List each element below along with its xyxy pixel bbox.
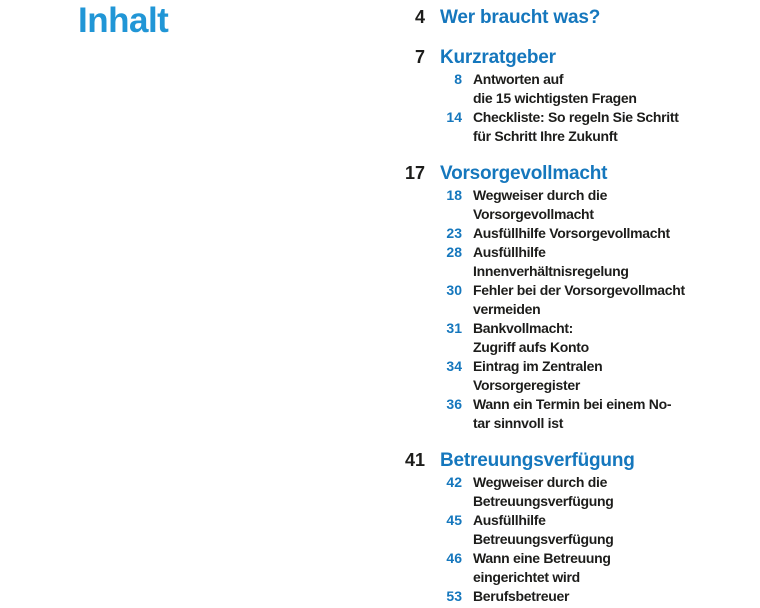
page-title: Inhalt — [78, 1, 169, 40]
toc-entry-page-number: 46 — [446, 550, 462, 566]
toc-section-header — [398, 161, 756, 186]
toc-section — [398, 161, 756, 433]
toc-entry-text: Wann eine Betreuung eingerichtet wird — [473, 550, 611, 585]
toc-section-title: Kurzratgeber — [440, 47, 556, 68]
toc-entry-page-number: 18 — [446, 187, 462, 203]
toc-entry — [398, 319, 756, 357]
toc-section — [398, 45, 756, 146]
table-of-contents — [398, 5, 756, 606]
toc-section — [398, 5, 756, 30]
toc-section-page-number: 7 — [414, 47, 425, 67]
toc-section-page-number: 4 — [414, 7, 425, 27]
toc-section-page-number: 41 — [404, 450, 425, 470]
toc-entry-text: Wann ein Termin bei einem No- tar sinnvoll ist — [473, 396, 672, 431]
toc-entry-text: Bankvollmacht: Zugriff aufs Konto — [473, 320, 589, 355]
toc-section-title: Betreuungsverfügung — [440, 450, 635, 471]
toc-entry-text: Checkliste: So regeln Sie Schritt für Schritt Ihre Zukunft — [473, 109, 679, 144]
toc-entry-page-number: 31 — [446, 320, 462, 336]
toc-entry-text: Wegweiser durch die Betreuungsverfügung — [473, 474, 614, 509]
toc-entry-text: Eintrag im Zentralen Vorsorgeregister — [473, 358, 603, 393]
toc-entry — [398, 186, 756, 224]
toc-entry-text: Ausfüllhilfe Vorsorgevollmacht — [473, 225, 670, 241]
toc-entry — [398, 281, 756, 319]
toc-section-header — [398, 45, 756, 70]
toc-entry-page-number: 45 — [446, 512, 462, 528]
toc-entry-text: Antworten auf die 15 wichtigsten Fragen — [473, 71, 637, 106]
toc-entry — [398, 224, 756, 243]
toc-entry-text: Fehler bei der Vorsorgevollmacht vermeiden — [473, 282, 685, 317]
toc-entry — [398, 511, 756, 549]
toc-entry-page-number: 23 — [446, 225, 462, 241]
toc-section-title: Vorsorgevollmacht — [440, 163, 608, 184]
toc-entry-page-number: 53 — [446, 588, 462, 604]
toc-entry — [398, 473, 756, 511]
toc-entry-text: Ausfüllhilfe Betreuungsverfügung — [473, 512, 614, 547]
toc-entry-page-number: 34 — [446, 358, 462, 374]
toc-entry — [398, 243, 756, 281]
toc-entry-page-number: 30 — [446, 282, 462, 298]
toc-section — [398, 448, 756, 606]
toc-section-title: Wer braucht was? — [440, 7, 601, 28]
toc-entry — [398, 587, 756, 606]
toc-entry — [398, 395, 756, 433]
toc-entry-text: Berufsbetreuer — [473, 588, 570, 604]
toc-section-header — [398, 448, 756, 473]
toc-section-page-number: 17 — [404, 163, 425, 183]
toc-entry-page-number: 14 — [446, 109, 462, 125]
toc-entry-text: Ausfüllhilfe Innenverhältnisregelung — [473, 244, 629, 279]
toc-section-header — [398, 5, 756, 30]
toc-entry — [398, 357, 756, 395]
toc-entry — [398, 70, 756, 108]
toc-entry-page-number: 28 — [446, 244, 462, 260]
toc-entry-page-number: 42 — [446, 474, 462, 490]
toc-entry-text: Wegweiser durch die Vorsorgevollmacht — [473, 187, 608, 222]
toc-entry-page-number: 36 — [446, 396, 462, 412]
toc-entry — [398, 108, 756, 146]
toc-entry-page-number: 8 — [454, 71, 462, 87]
toc-entry — [398, 549, 756, 587]
